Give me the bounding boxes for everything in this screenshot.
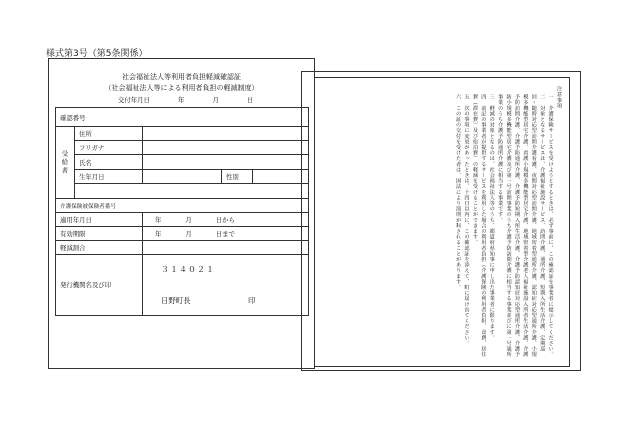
address-label: 住所 [74,126,143,141]
start-date-year: 年 [155,216,162,224]
sex-label: 性別 [221,169,253,184]
birth-date-value [142,169,222,184]
confirmation-number-row [55,107,309,127]
valid-until-year: 年 [155,230,162,238]
issue-date-month: 月 [212,96,219,104]
issuer-name: 日野町長 [161,296,191,305]
insured-number-row [55,198,309,213]
issuer-label: 発行機関名及び印 [55,254,143,316]
issue-date-line [118,95,253,104]
issuer-value [142,254,309,316]
valid-until-month: 月 [185,230,192,238]
name-value [142,154,309,170]
note-item: 二 対象となるサービスは、介護福祉施設サービス、訪問介護、通所介護、短期入所生活介護、定期巡回・随時対応型訪問介護看護、夜間対応型訪問介護、地域密着型通所介護、認知症対応型通所介護、小規模多機能型居宅介護、看護小規模多機能型居宅介護、地域密着型介護老人福祉施設入所者生活介護、介護予防訪問介護、介護予防通所介護、介護予防短期入所生活介護、介護予防認知症対応型通所介護、介護予防小規模多機能型居宅介護及び第一号訪問事業のうち介護予防訪問介護に相当する事業並びに第一号通所事業のうち介護予防通所介護に相当する事業です。 [497,94,546,358]
furigana-label: フリガナ [74,140,143,155]
start-date-label: 適用年月日 [55,212,143,227]
valid-until-label: 有効期限 [55,226,143,241]
note-item: 五 次の事項に変更があったときは、十四日以内に、この確認証を添えて、町に届け出てください。 [463,94,470,346]
issue-date-day: 日 [246,96,254,104]
recipient-section-label: 受給者 [55,126,75,199]
certificate-table [55,107,309,360]
notes-frame [314,77,570,367]
start-date-value [142,212,309,227]
notes-heading: 注意事項 [556,86,562,109]
certificate-back [301,71,581,371]
note-item: 六 この証の交付を受けた者は、国法により罰則が科されることがあります。 [455,94,462,290]
start-date-suffix: 日から [215,216,235,224]
name-label: 氏名 [74,154,143,170]
issue-date-year: 年 [178,96,185,104]
insured-number-label: 介護保険被保険者番号 [60,203,116,210]
note-item: 一 介護保険サービスを受けようとするときは、必ず事前に、この確認証を事業者に提示してください。 [547,94,554,358]
issuer-seal: 印 [248,296,256,305]
birth-date-label: 生年月日 [74,169,143,184]
valid-until-value [142,226,309,241]
start-date-month: 月 [185,216,192,224]
certificate-subtitle: （社会福祉法人等による利用者負担の軽減制度） [104,84,259,92]
furigana-value [142,140,309,155]
address-value [142,126,309,141]
valid-until-suffix: 日まで [215,230,235,238]
recipient-extra-row [74,183,309,199]
notes-text [454,86,563,358]
issue-date-label: 交付年月日 [118,96,150,104]
confirmation-number-label: 確認番号 [60,113,86,122]
note-item: 三 軽減の対象となるのは、社会福祉法人等のうち、都道府県知事に申し出た事業者に限ります。 [488,94,495,341]
note-item: 四 前記の事業者が提供するサービスを利用した場合の利用者負担（介護保険の利用者負担、食費、居住費（滞在費）及び宿泊費）の軽減を受けることができます。 [471,94,487,358]
reduction-rate-label: 軽減割合 [55,240,143,255]
form-number: 様式第3号（第5条関係） [46,49,148,59]
reduction-rate-value [142,240,309,255]
certificate-front [48,58,315,369]
certificate-title: 社会福祉法人等利用者負担軽減確認証 [122,73,241,81]
issuer-postal-code: ３１４０２１ [161,265,215,274]
